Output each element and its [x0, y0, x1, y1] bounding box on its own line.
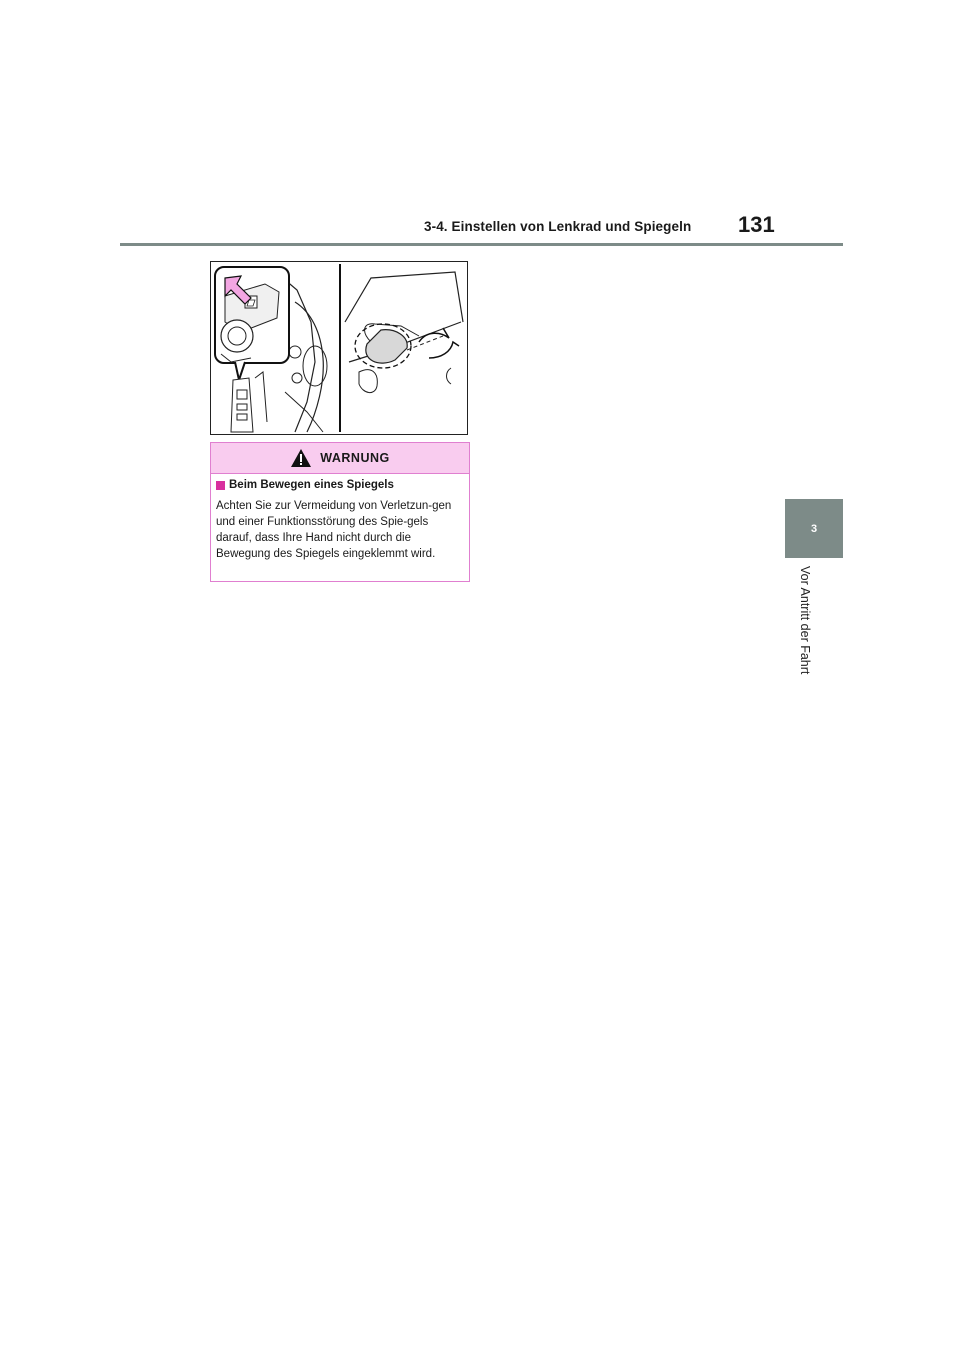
chapter-tab — [785, 499, 843, 558]
warning-triangle-icon — [290, 448, 312, 468]
section-header: 3-4. Einstellen von Lenkrad und Spiegeln — [424, 219, 692, 234]
warning-header — [211, 443, 469, 474]
chapter-title: Vor Antritt der Fahrt — [798, 566, 812, 675]
warning-subheading-row — [216, 479, 464, 491]
mirror-fold-illustration — [210, 261, 468, 435]
page-number: 131 — [738, 212, 775, 237]
chapter-number: 3 — [810, 522, 818, 535]
warning-text: Achten Sie zur Vermeidung von Verletzun-gen und einer Funktionsstörung des Spie-gels darauf, dass Ihre Hand nicht durch die Bewegung des Spiegels eingeklemmt wird. — [216, 500, 452, 560]
illustration-svg — [211, 262, 467, 434]
header-rule — [120, 243, 843, 246]
warning-box — [210, 442, 470, 582]
square-bullet-icon — [216, 481, 225, 490]
warning-title: WARNUNG — [320, 451, 390, 465]
warning-body — [211, 474, 469, 562]
warning-subheading: Beim Bewegen eines Spiegels — [229, 479, 394, 491]
